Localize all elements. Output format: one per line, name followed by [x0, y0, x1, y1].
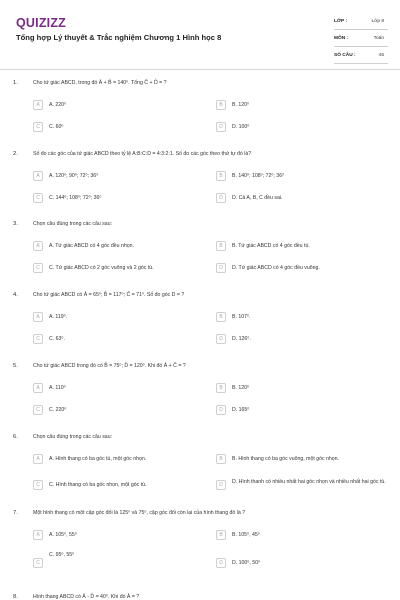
option-a[interactable]: [33, 100, 193, 113]
option-d[interactable]: [216, 405, 376, 418]
option-letter: D: [216, 193, 226, 203]
meta-value: Toán: [373, 36, 384, 41]
option-a[interactable]: [33, 383, 193, 396]
option-b[interactable]: [216, 312, 376, 325]
meta-label: MÔN :: [334, 36, 349, 41]
option-letter: D: [216, 558, 226, 568]
option-b[interactable]: [216, 530, 376, 543]
option-a[interactable]: [33, 530, 193, 543]
option-letter: D: [216, 122, 226, 132]
option-b[interactable]: [216, 100, 376, 113]
option-c[interactable]: [33, 552, 193, 571]
option-text: D. 126⁰.: [232, 336, 251, 342]
option-letter: C: [33, 122, 43, 132]
meta-value: Lớp 8: [371, 19, 384, 24]
question-text: Chọn câu đúng trong các câu sau:: [33, 434, 113, 440]
option-letter: A: [33, 530, 43, 540]
option-c[interactable]: [33, 122, 193, 135]
option-letter: A: [33, 454, 43, 464]
option-c[interactable]: [33, 405, 193, 418]
option-a[interactable]: [33, 241, 193, 254]
option-letter: A: [33, 241, 43, 251]
option-c[interactable]: [33, 334, 193, 347]
meta-row-class: [334, 16, 388, 30]
option-d[interactable]: [216, 479, 386, 493]
meta-value: 45: [378, 53, 384, 58]
question-text: Cho tứ giác ABCD trong đó có B̂ = 75⁰; D̂ = 120⁰. Khi đó Â + Ĉ = ?: [33, 363, 186, 369]
option-a[interactable]: [33, 454, 193, 467]
question-number: 7.: [13, 510, 18, 516]
option-a[interactable]: [33, 312, 193, 325]
question-number: 1.: [13, 80, 18, 86]
option-letter: B: [216, 530, 226, 540]
option-letter: C: [33, 480, 43, 490]
quizizz-logo: QUIZIZZ: [16, 16, 67, 30]
option-letter: B: [216, 454, 226, 464]
meta-label: SỐ CÂU :: [334, 53, 356, 58]
option-text: B. 120⁰: [232, 385, 250, 391]
option-text: D. 100⁰: [232, 124, 250, 130]
question-text: Cho tứ giác ABCD có Â = 65⁰; B̂ = 117⁰; Ĉ = 71⁰. Số đo góc D = ?: [33, 292, 185, 298]
question-number: 4.: [13, 292, 18, 298]
question-text: Số đo các góc của tứ giác ABCD theo tỷ lệ A:B:C:D = 4:3:2:1. Số đo các góc theo thứ tự đó là?: [33, 151, 252, 157]
question-text: Chọn câu đúng trong các câu sau:: [33, 221, 113, 227]
question-text: Một hình thang có một cặp góc đối là 125⁰ và 75⁰, cặp góc đối còn lại của hình thang đó là ?: [33, 510, 246, 516]
option-text: D. Hình thanh có nhiều nhất hai góc nhọn và nhiều nhất hai góc tù.: [232, 479, 386, 485]
option-letter: D: [216, 263, 226, 273]
option-text: B. 120⁰: [232, 102, 250, 108]
option-c[interactable]: [33, 263, 193, 276]
option-text: C. 63⁰.: [49, 336, 65, 342]
option-letter: C: [33, 405, 43, 415]
option-text: B. 107⁰.: [232, 314, 251, 320]
option-d[interactable]: [216, 193, 376, 206]
option-letter: C: [33, 334, 43, 344]
meta-row-subject: [334, 33, 388, 47]
option-letter: D: [216, 334, 226, 344]
option-text: B. 140⁰; 108⁰; 72⁰; 36⁰: [232, 173, 285, 179]
option-text: B. 105⁰, 45⁰: [232, 532, 260, 538]
option-text: A. 220⁰: [49, 102, 67, 108]
option-text: C. 144⁰; 108⁰; 72⁰; 36⁰: [49, 195, 102, 201]
option-letter: A: [33, 171, 43, 181]
option-letter: D: [216, 480, 226, 490]
option-letter: B: [216, 312, 226, 322]
question-number: 6.: [13, 434, 18, 440]
option-b[interactable]: [216, 383, 376, 396]
option-letter: B: [216, 171, 226, 181]
option-letter: C: [33, 558, 43, 568]
option-text: A. Tứ giác ABCD có 4 góc đều nhọn.: [49, 243, 134, 249]
option-text: D. 165⁰: [232, 407, 250, 413]
option-text: C. 95⁰, 55⁰: [49, 552, 75, 558]
option-text: C. Hình thang có ba góc nhọn, một góc tù.: [49, 482, 147, 488]
option-letter: B: [216, 100, 226, 110]
option-d[interactable]: [216, 263, 376, 276]
option-letter: B: [216, 383, 226, 393]
question-number: 2.: [13, 151, 18, 157]
option-text: D. Tứ giác ABCD có 4 góc đều vuông.: [232, 265, 320, 271]
option-text: A. Hình thang có ba góc tù, một góc nhọn.: [49, 456, 147, 462]
option-text: D. Cả A, B, C đều sai.: [232, 195, 283, 201]
question-number: 8.: [13, 594, 18, 600]
option-letter: A: [33, 383, 43, 393]
question-text: Hình thang ABCD có Â - D̂ = 40⁰. Khi đó Â = ?: [33, 594, 140, 600]
option-letter: C: [33, 193, 43, 203]
option-text: A. 105⁰, 55⁰: [49, 532, 77, 538]
option-d[interactable]: [216, 122, 376, 135]
question-text: Cho tứ giác ABCD, trong đó Â + B̂ = 140⁰. Tổng Ĉ + D̂ = ?: [33, 80, 167, 86]
option-b[interactable]: [216, 171, 376, 184]
option-text: B. Tứ giác ABCD có 4 góc đều tù.: [232, 243, 310, 249]
option-text: B. Hình thang có ba góc vuông, một góc nhọn.: [232, 456, 339, 462]
worksheet-header: [0, 0, 400, 70]
option-text: A. 110⁰: [49, 385, 66, 391]
option-letter: A: [33, 100, 43, 110]
option-c[interactable]: [33, 480, 193, 493]
option-text: C. 60⁰: [49, 124, 64, 130]
option-text: A. 119⁰.: [49, 314, 68, 320]
option-letter: C: [33, 263, 43, 273]
option-c[interactable]: [33, 193, 193, 206]
option-a[interactable]: [33, 171, 193, 184]
meta-row-count: [334, 50, 388, 64]
question-number: 3.: [13, 221, 18, 227]
option-b[interactable]: [216, 241, 376, 254]
option-text: A. 120⁰; 90⁰; 72⁰; 36⁰: [49, 173, 99, 179]
option-text: D. 100⁰, 50⁰: [232, 560, 261, 566]
worksheet-title: Tổng hợp Lý thuyết & Trắc nghiệm Chương 1 Hình học 8: [16, 33, 222, 42]
option-d[interactable]: [216, 334, 376, 347]
option-letter: A: [33, 312, 43, 322]
question-number: 5.: [13, 363, 18, 369]
option-d[interactable]: [216, 558, 376, 571]
option-letter: D: [216, 405, 226, 415]
option-b[interactable]: [216, 454, 376, 467]
worksheet-meta: [334, 16, 388, 67]
option-letter: B: [216, 241, 226, 251]
meta-label: LỚP :: [334, 19, 348, 24]
option-text: C. Tứ giác ABCD có 2 góc vuông và 2 góc tù.: [49, 265, 154, 271]
option-text: C. 220⁰: [49, 407, 67, 413]
